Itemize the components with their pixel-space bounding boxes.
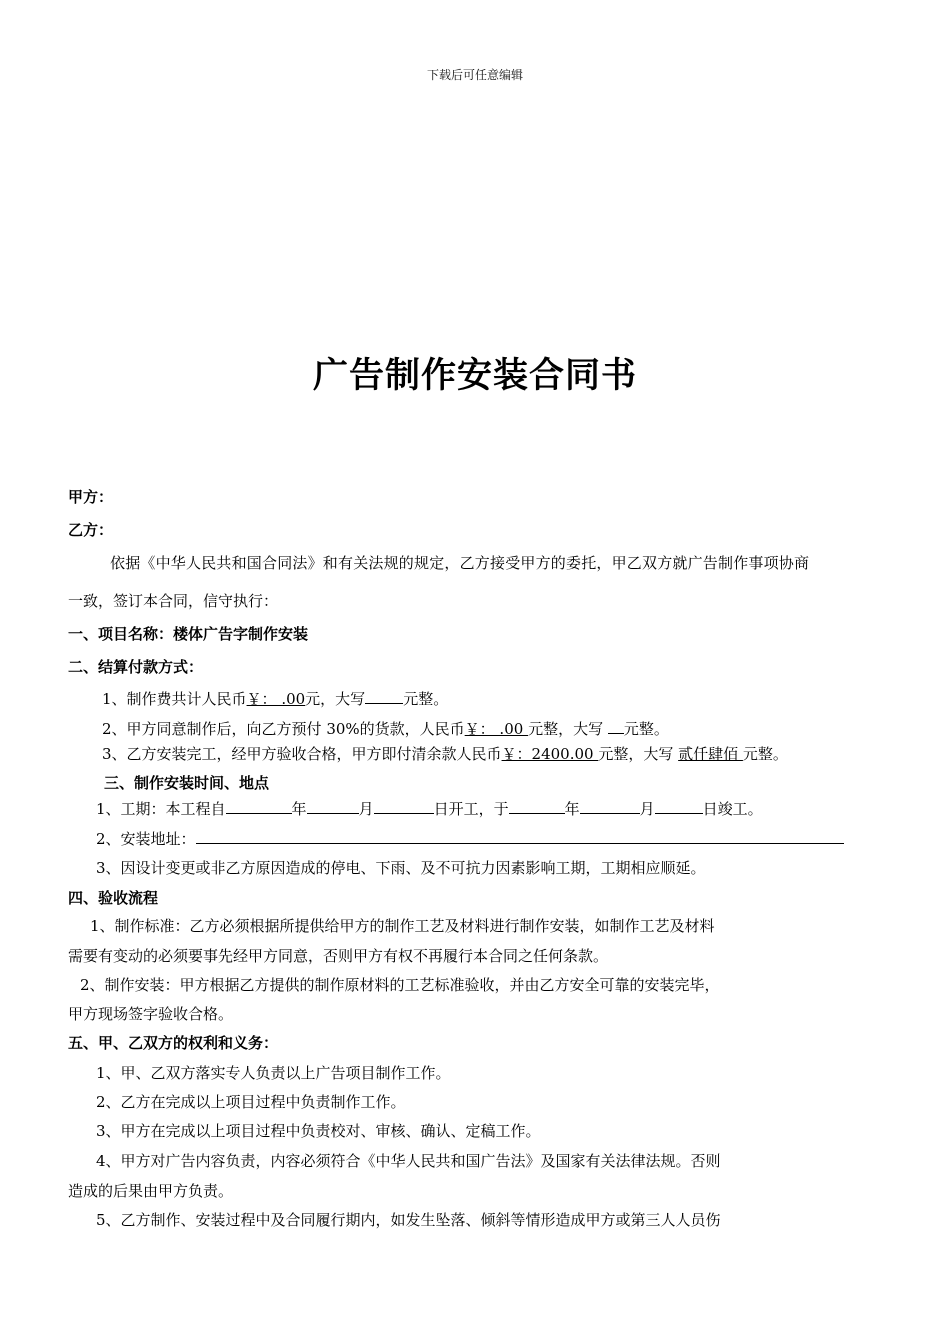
payment-item-1-text-c: 元整。	[403, 690, 449, 708]
rights-item-2: 2、乙方在完成以上项目过程中负责制作工作。	[96, 1093, 406, 1111]
intro-line-2: 一致，签订本合同，信守执行：	[68, 592, 279, 610]
install-address-blank	[196, 829, 844, 844]
intro-line-1: 依据《中华人民共和国合同法》和有关法规的规定，乙方接受甲方的委托，甲乙双方就广告制作事项协商	[110, 554, 810, 572]
rights-item-1: 1、甲、乙双方落实专人负责以上广告项目制作工作。	[96, 1064, 451, 1082]
section-4-heading: 四、验收流程	[68, 889, 159, 907]
rights-item-3: 3、甲方在完成以上项目过程中负责校对、审核、确认、定稿工作。	[96, 1122, 541, 1140]
schedule-month-1: 月	[358, 800, 374, 818]
rights-item-4-a: 4、甲方对广告内容负责，内容必须符合《中华人民共和国广告法》及国家有关法律法规。否则	[96, 1152, 721, 1170]
acceptance-item-1-b: 需要有变动的必须要事先经甲方同意，否则甲方有权不再履行本合同之任何条款。	[68, 947, 609, 965]
acceptance-item-2-a: 2、制作安装：甲方根据乙方提供的制作原材料的工艺标准验收，并由乙方安全可靠的安装完毕，	[80, 976, 720, 994]
start-month-blank	[307, 799, 359, 814]
payment-item-1-amount: ￥： .00	[246, 690, 306, 708]
payment-item-2-text-c: 元整。	[623, 720, 669, 738]
rights-item-4-b: 造成的后果由甲方负责。	[68, 1182, 234, 1200]
schedule-year-1: 年	[291, 800, 307, 818]
acceptance-item-2-b: 甲方现场签字验收合格。	[68, 1005, 234, 1023]
section-5-heading: 五、甲、乙双方的权利和义务：	[68, 1034, 279, 1052]
section-1-project-name: 一、项目名称：楼体广告字制作安装	[68, 625, 309, 643]
page-header: 下载后可任意编辑	[426, 68, 523, 82]
payment-item-3-amount: ￥：2400.00	[501, 745, 599, 763]
payment-item-2-amount: ￥： .00	[464, 720, 529, 738]
section-2-heading: 二、结算付款方式：	[68, 658, 204, 676]
schedule-day-2: 日竣工。	[702, 800, 763, 818]
payment-item-2-blank	[608, 719, 624, 734]
schedule-year-2: 年	[564, 800, 580, 818]
payment-item-2	[102, 718, 669, 739]
rights-item-5: 5、乙方制作、安装过程中及合同履行期内，如发生坠落、倾斜等情形造成甲方或第三人人员伤	[96, 1211, 721, 1229]
payment-item-3-text: 3、乙方安装完工，经甲方验收合格，甲方即付清余款人民币	[102, 745, 502, 763]
payment-item-3-text-c: 元整。	[742, 745, 788, 763]
payment-item-1-text: 1、制作费共计人民币	[102, 690, 247, 708]
payment-item-1-text-b: 元，大写	[305, 690, 366, 708]
payment-item-3	[102, 743, 788, 764]
payment-item-3-words: 贰仟肆佰	[678, 745, 743, 763]
payment-item-1-blank	[365, 689, 403, 704]
section-3-heading: 三、制作安装时间、地点	[104, 774, 270, 792]
end-month-blank	[580, 799, 640, 814]
schedule-delay-clause: 3、因设计变更或非乙方原因造成的停电、下雨、及不可抗力因素影响工期，工期相应顺延。	[96, 859, 706, 877]
install-address-line	[96, 828, 844, 849]
acceptance-item-1-a: 1、制作标准：乙方必须根据所提供给甲方的制作工艺及材料进行制作安装，如制作工艺及材料	[90, 917, 715, 935]
party-b-label: 乙方：	[68, 521, 114, 539]
party-a-label: 甲方：	[68, 488, 114, 506]
payment-item-2-text-b: 元整，大写	[528, 720, 608, 738]
install-address-label: 2、安装地址：	[96, 830, 196, 848]
schedule-month-2: 月	[639, 800, 655, 818]
start-day-blank	[374, 799, 434, 814]
end-year-blank	[509, 799, 565, 814]
end-day-blank	[655, 799, 703, 814]
start-year-blank	[226, 799, 292, 814]
schedule-line	[96, 798, 763, 819]
document-title: 广告制作安装合同书	[312, 356, 637, 396]
payment-item-1	[102, 688, 448, 709]
payment-item-2-text: 2、甲方同意制作后，向乙方预付 30%的货款，人民币	[102, 720, 465, 738]
payment-item-3-text-b: 元整，大写	[598, 745, 679, 763]
schedule-day-1: 日开工，于	[433, 800, 509, 818]
schedule-text-a: 1、工期：本工程自	[96, 800, 226, 818]
